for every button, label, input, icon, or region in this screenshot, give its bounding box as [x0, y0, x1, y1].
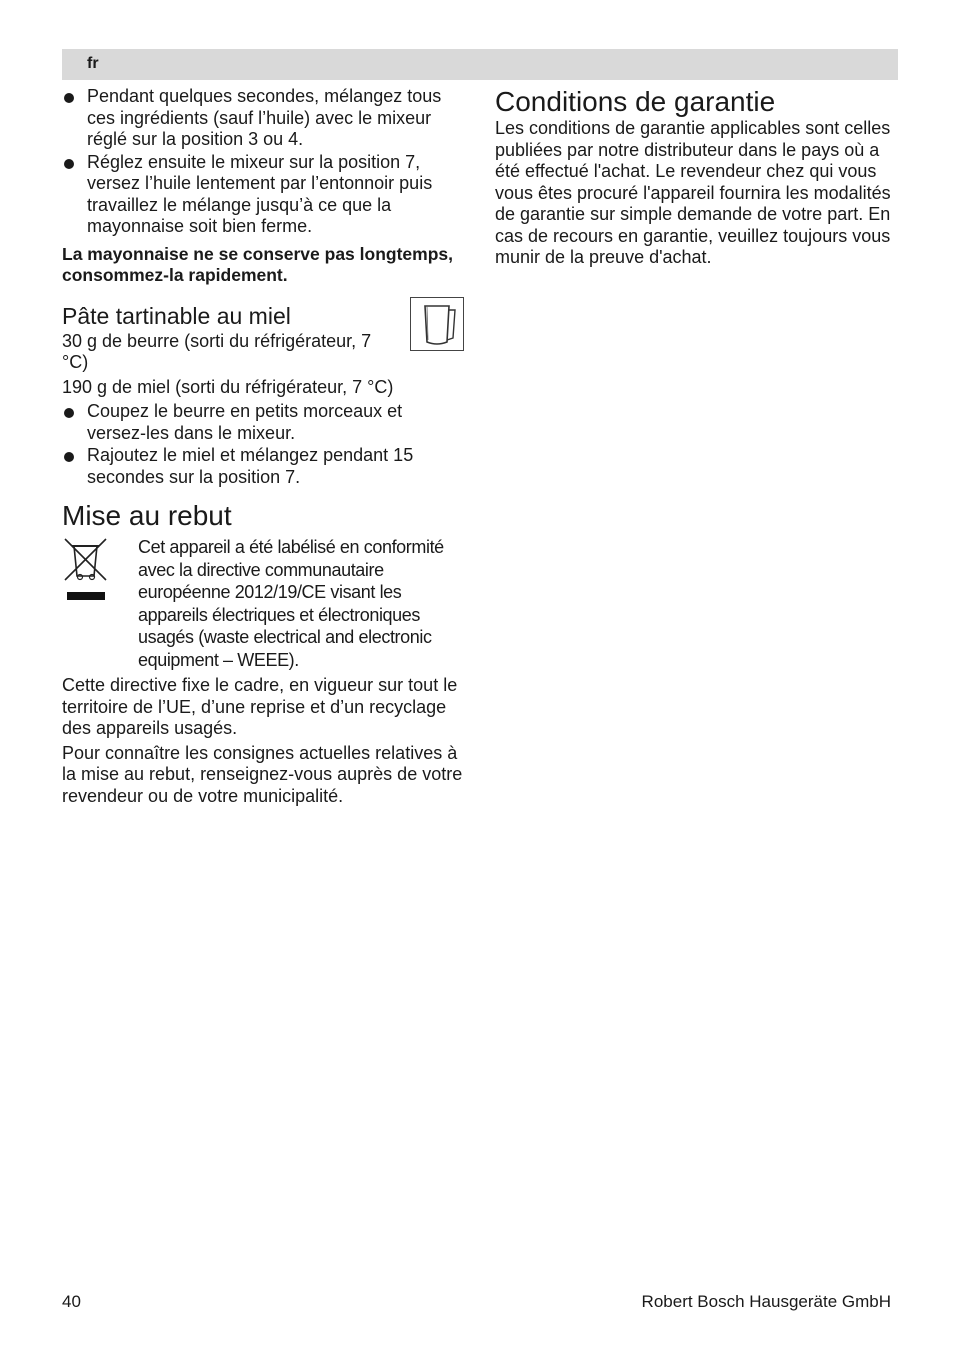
warranty-text: Les conditions de garantie applicables sont celles publiées par notre distributeur dans le pays où a été effectué l'achat. Le revendeur chez qui vous vous êtes procuré l'appareil fournira les modalités de garantie sur simple demande de votre part. En cas de recours en garantie, veuillez toujours vous munir de la preuve d'achat. — [495, 118, 891, 267]
disposal-paragraph: Cette directive fixe le cadre, en vigueur sur tout le territoire de l’UE, d’une reprise et d’un recyclage des appareils usagés. — [62, 675, 458, 738]
crossed-bin-icon — [62, 536, 112, 671]
honey-steps — [62, 401, 464, 488]
list-item: Rajoutez le miel et mélangez pendant 15 secondes sur la position 7. — [62, 445, 464, 488]
mayonnaise-note: La mayonnaise ne se conserve pas longtemps, consommez-la rapidement. — [62, 243, 453, 285]
company-name: Robert Bosch Hausgeräte GmbH — [641, 1292, 891, 1311]
ingredients-block — [62, 331, 464, 374]
disposal-paragraph: Pour connaître les consignes actuelles relatives à la mise au rebut, renseignez-vous auprès de votre revendeur ou de votre municipalité. — [62, 742, 463, 806]
list-item: Réglez ensuite le mixeur sur la position 7, versez l’huile lentement par l’entonnoir puis travaillez le mélange jusqu’à ce que la mayonnaise soit bien ferme. — [62, 152, 464, 238]
weee-block — [62, 536, 464, 671]
list-item: Pendant quelques secondes, mélangez tous ces ingrédients (sauf l’huile) avec le mixeur réglé sur la position 3 ou 4. — [62, 86, 464, 151]
weee-text: Cet appareil a été labélisé en conformité avec la directive communautaire européenne 2012/19/CE visant les appareils électriques et électroniques usagés (waste electrical and electronic equipment – WEEE). — [138, 537, 444, 670]
disposal-title: Mise au rebut — [62, 500, 232, 531]
language-code: fr — [87, 55, 99, 72]
blender-jug-icon — [410, 297, 464, 351]
mayonnaise-steps — [62, 86, 464, 238]
left-column — [62, 86, 464, 807]
recipe-title: Pâte tartinable au miel — [62, 302, 291, 329]
right-column — [495, 86, 897, 269]
list-item: Coupez le beurre en petits morceaux et versez-les dans le mixeur. — [62, 401, 464, 444]
page-number: 40 — [62, 1292, 81, 1311]
ingredient-butter: 30 g de beurre (sorti du réfrigérateur, 7 °C) — [62, 330, 372, 372]
ingredient-honey: 190 g de miel (sorti du réfrigérateur, 7 °C) — [62, 376, 394, 397]
language-bar — [62, 49, 898, 80]
warranty-title: Conditions de garantie — [495, 86, 776, 117]
